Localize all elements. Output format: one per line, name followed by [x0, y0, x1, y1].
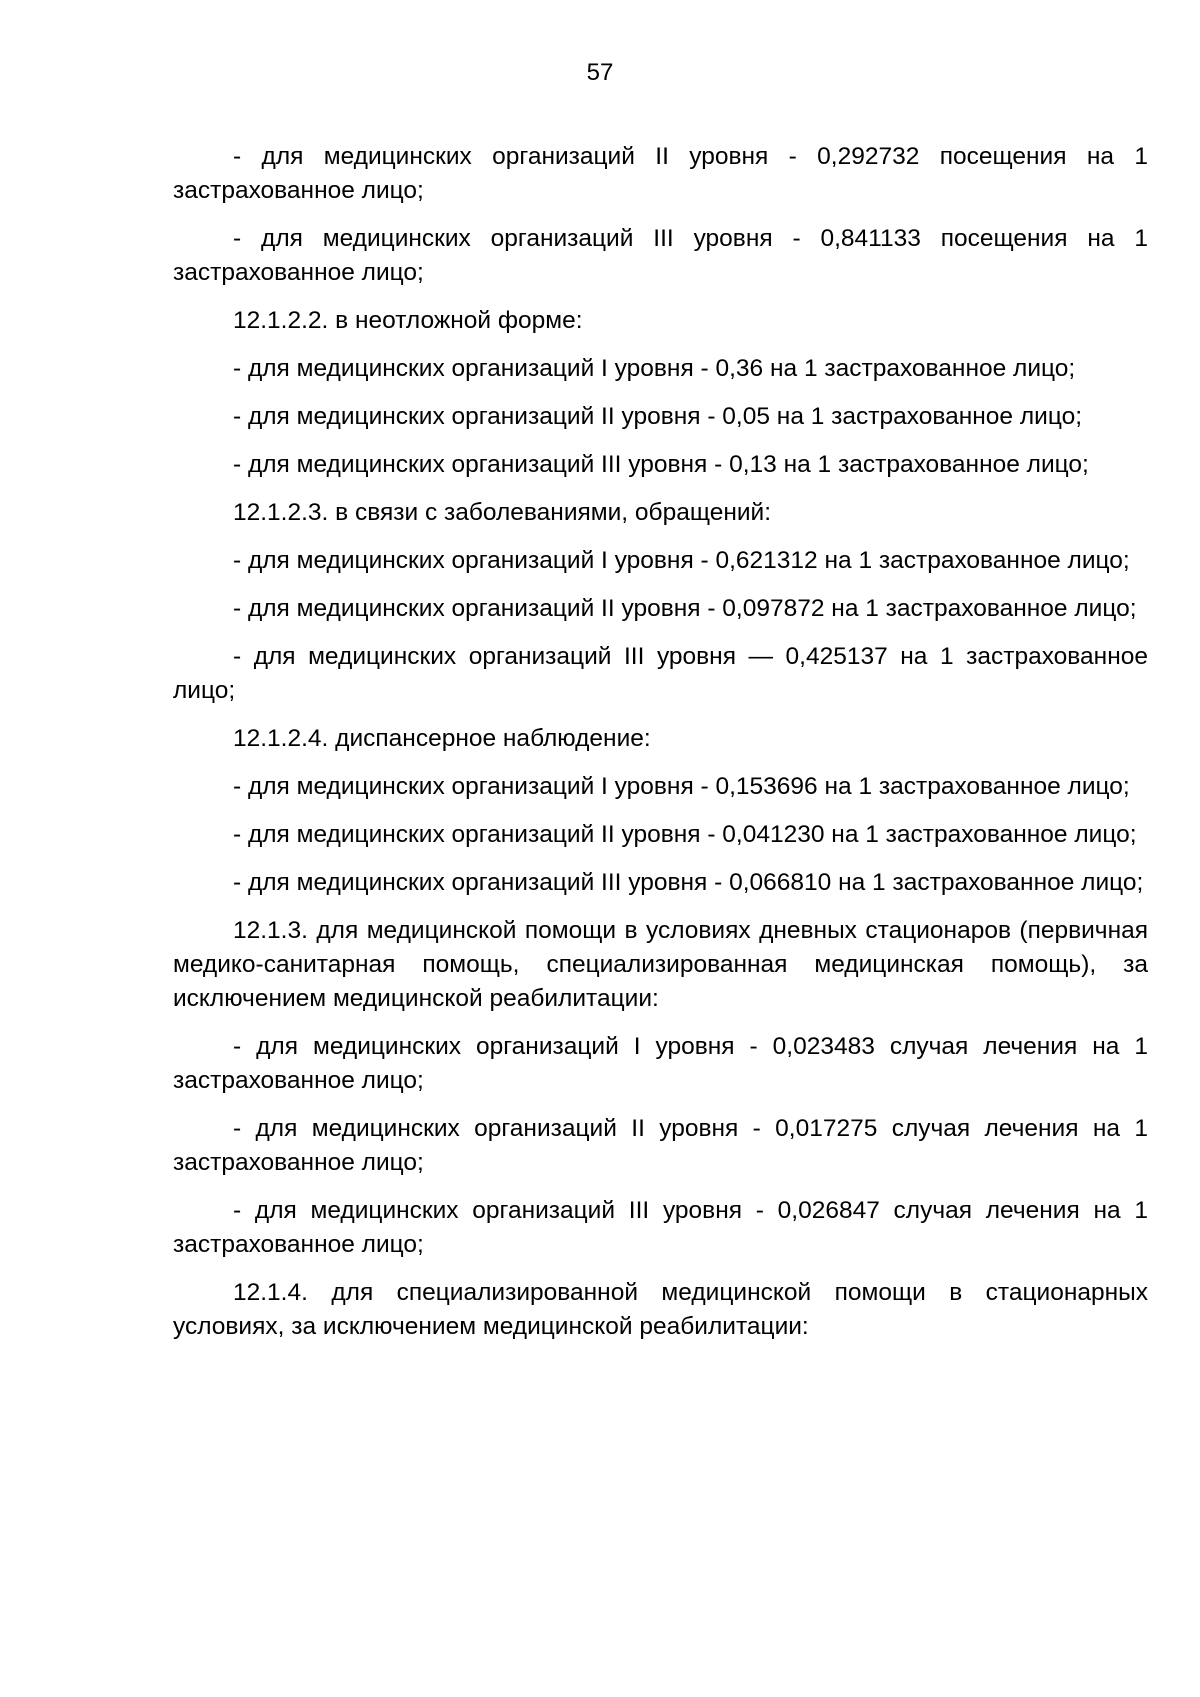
section-heading-12-1-2-4: 12.1.2.4. диспансерное наблюдение: [233, 725, 651, 752]
paragraph-disease-level2: - для медицинских организаций II уровня - 0,097872 на 1 застрахованное лицо; [233, 595, 1137, 622]
paragraph-urgent-level1: - для медицинских организаций I уровня - 0,36 на 1 застрахованное лицо; [233, 355, 1076, 382]
section-heading-12-1-3: 12.1.3. для медицинской помощи в условиях дневных стационаров (первичная медико-санитарная помощь, специализированная медицинская помощь), за исключением медицинской реабилитации: [173, 917, 1148, 1012]
paragraph-urgent-level2: - для медицинских организаций II уровня - 0,05 на 1 застрахованное лицо; [233, 403, 1083, 430]
section-heading-12-1-2-3: 12.1.2.3. в связи с заболеваниями, обращений: [233, 499, 772, 526]
page-number: 57 [586, 59, 614, 86]
paragraph-dispensary-level1: - для медицинских организаций I уровня - 0,153696 на 1 застрахованное лицо; [233, 773, 1130, 800]
document-body [173, 140, 1148, 1358]
paragraph-dayhospital-level1: - для медицинских организаций I уровня - 0,023483 случая лечения на 1 застрахованное лицо; [173, 1033, 1148, 1094]
section-heading-12-1-4: 12.1.4. для специализированной медицинской помощи в стационарных условиях, за исключением медицинской реабилитации: [173, 1279, 1148, 1340]
paragraph-level2-visits: - для медицинских организаций II уровня - 0,292732 посещения на 1 застрахованное лицо; [173, 143, 1148, 204]
paragraph-disease-level3: - для медицинских организаций III уровня — 0,425137 на 1 застрахованное лицо; [173, 643, 1148, 704]
paragraph-level3-visits: - для медицинских организаций III уровня - 0,841133 посещения на 1 застрахованное лицо; [173, 225, 1148, 286]
section-heading-12-1-2-2: 12.1.2.2. в неотложной форме: [233, 307, 583, 334]
paragraph-dayhospital-level2: - для медицинских организаций II уровня - 0,017275 случая лечения на 1 застрахованное лицо; [173, 1115, 1148, 1176]
paragraph-disease-level1: - для медицинских организаций I уровня - 0,621312 на 1 застрахованное лицо; [233, 547, 1130, 574]
paragraph-urgent-level3: - для медицинских организаций III уровня - 0,13 на 1 застрахованное лицо; [233, 451, 1089, 478]
paragraph-dayhospital-level3: - для медицинских организаций III уровня - 0,026847 случая лечения на 1 застрахованное лицо; [173, 1197, 1148, 1258]
paragraph-dispensary-level2: - для медицинских организаций II уровня - 0,041230 на 1 застрахованное лицо; [233, 821, 1137, 848]
paragraph-dispensary-level3: - для медицинских организаций III уровня - 0,066810 на 1 застрахованное лицо; [233, 869, 1144, 896]
